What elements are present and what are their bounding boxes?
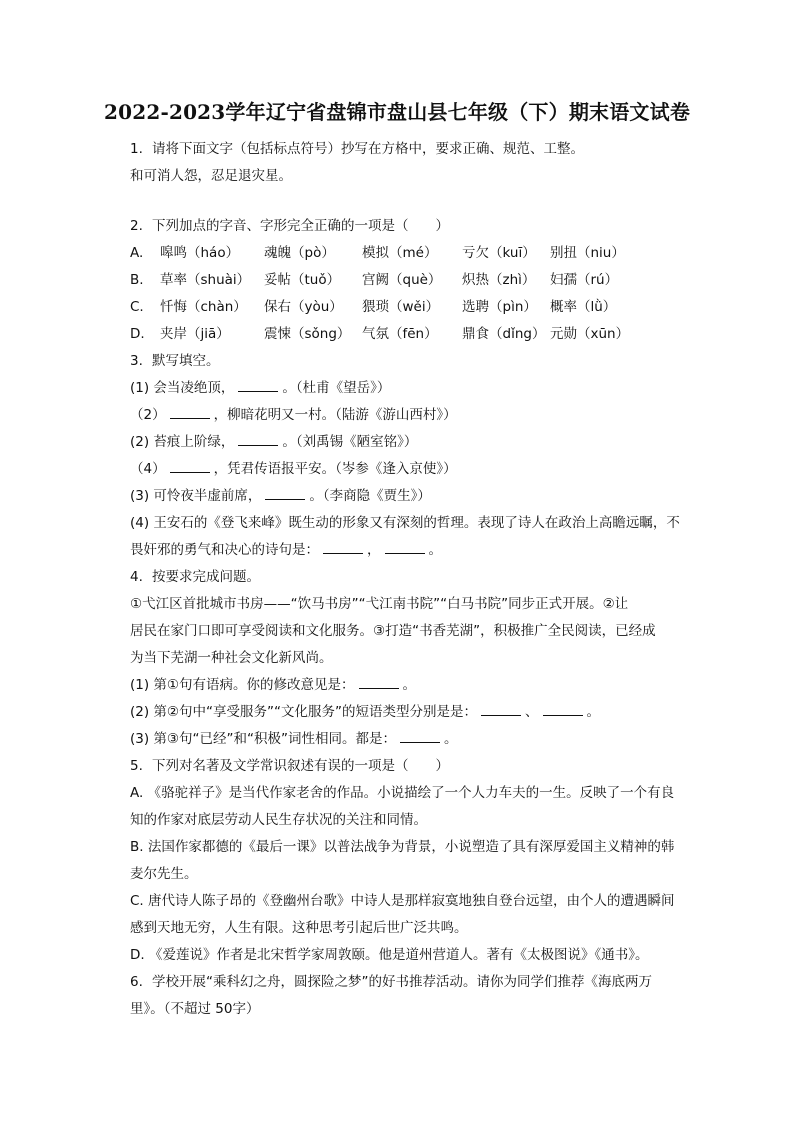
fill-item-long-cont <box>130 537 696 564</box>
fill-item <box>130 375 696 402</box>
option-label: B. <box>130 272 144 288</box>
option-item: 元勋（xūn） <box>550 326 630 342</box>
option-item: 别扭（niu） <box>550 245 625 261</box>
answer-blank[interactable] <box>400 728 440 743</box>
answer-blank[interactable] <box>265 485 305 500</box>
question-text: 按要求完成问题。 <box>152 569 260 585</box>
question-number: 3. <box>130 353 143 369</box>
option-b <box>130 267 696 294</box>
answer-blank[interactable] <box>323 539 363 554</box>
fill-prefix: (2) 苔痕上阶绿， <box>130 434 235 450</box>
fill-prefix: (1) 会当凌绝顶， <box>130 380 235 396</box>
page-title: 2022-2023学年辽宁省盘锦市盘山县七年级（下）期末语文试卷 <box>103 100 691 124</box>
option-a <box>130 240 696 267</box>
fill-prefix: (2) 第②句中“享受服务”“文化服务”的短语类型分别是是： <box>130 704 477 720</box>
answer-blank[interactable] <box>481 701 521 716</box>
fill-prefix: 畏奸邪的勇气和决心的诗句是： <box>130 542 319 558</box>
choice-line: A. 《骆驼祥子》是当代作家老舍的作品。小说描绘了一个人力车夫的一生。反映了一个有良 <box>130 785 675 801</box>
fill-item <box>130 483 696 510</box>
question-3 <box>130 348 696 375</box>
fill-prefix: (1) 第①句有语病。你的修改意见是： <box>130 677 355 693</box>
option-item: 忏悔（chàn） <box>160 299 247 315</box>
option-c <box>130 294 696 321</box>
question-text: 下列对名著及文学常识叙述有误的一项是（ ） <box>152 758 449 774</box>
question-1 <box>130 136 696 163</box>
choice-line: D. 《爱莲说》作者是北宋哲学家周敦颐。他是道州营道人。著有《太极图说》《通书》。 <box>130 947 649 963</box>
question-number: 6. <box>130 974 143 990</box>
option-d <box>130 321 696 348</box>
fill-prefix: (3) 第③句“已经”和“积极”词性相同。都是： <box>130 731 396 747</box>
fill-separator: ， <box>367 542 381 558</box>
choice-line: 麦尔先生。 <box>130 866 198 882</box>
answer-space <box>130 190 696 213</box>
fill-prefix: （4） <box>130 461 166 477</box>
option-label: C. <box>130 299 144 315</box>
question-6 <box>130 969 696 996</box>
option-item: 妇孺（rú） <box>550 272 619 288</box>
question-5 <box>130 753 696 780</box>
question-number: 2. <box>130 218 143 234</box>
question-2 <box>130 213 696 240</box>
fill-suffix: ，凭君传语报平安。（岑参《逢入京使》） <box>213 461 457 477</box>
copy-passage: 和可消人怨，忍足退灾星。 <box>130 168 292 184</box>
option-item: 猥琐（wěi） <box>362 299 440 315</box>
fill-suffix: 。 <box>428 542 442 558</box>
answer-blank[interactable] <box>170 458 210 473</box>
option-item: 炽热（zhì） <box>462 272 536 288</box>
option-item: 宫阙（què） <box>362 272 442 288</box>
option-item: 鼎食（dǐng） <box>462 326 546 342</box>
question-text: 学校开展“乘科幻之舟，圆探险之梦”的好书推荐活动。请你为同学们推荐《海底两万 <box>152 974 652 990</box>
passage-line: 为当下芜湖一种社会文化新风尚。 <box>130 650 333 666</box>
option-label: D. <box>130 326 145 342</box>
fill-suffix: 。 <box>444 731 458 747</box>
question-text: 下列加点的字音、字形完全正确的一项是（ ） <box>152 218 449 234</box>
option-item: 魂魄（pò） <box>264 245 335 261</box>
question-4 <box>130 564 696 591</box>
fill-prefix: (3) 可怜夜半虚前席， <box>130 488 262 504</box>
fill-suffix: 。 <box>586 704 600 720</box>
fill-suffix: 。（李商隐《贾生》） <box>309 488 431 504</box>
option-label: A. <box>130 245 144 261</box>
answer-blank[interactable] <box>238 431 278 446</box>
question-text: 请将下面文字（包括标点符号）抄写在方格中，要求正确、规范、工整。 <box>152 141 584 157</box>
sub-question-2 <box>130 699 696 726</box>
fill-suffix: 。（刘禹锡《陋室铭》） <box>282 434 418 450</box>
fill-suffix: 。 <box>402 677 417 693</box>
choice-line: 感到天地无穷，人生有限。这种思考引起后世广泛共鸣。 <box>130 920 468 936</box>
fill-item <box>130 429 696 456</box>
question-text: 默写填空。 <box>152 353 220 369</box>
choice-line: C. 唐代诗人陈子昂的《登幽州台歌》中诗人是那样寂寞地独自登台远望，由个人的遭遇瞬间 <box>130 893 675 909</box>
fill-suffix: 。（杜甫《望岳》） <box>282 380 391 396</box>
sub-question-3 <box>130 726 696 753</box>
choice-line: 知的作家对底层劳动人民生存状况的关注和同情。 <box>130 812 427 828</box>
answer-blank[interactable] <box>359 674 399 689</box>
sub-question-1 <box>130 672 696 699</box>
question-text-cont: 里》。（不超过 50字） <box>130 1001 260 1017</box>
fill-separator: 、 <box>525 704 539 720</box>
question-number: 5. <box>130 758 143 774</box>
exam-content <box>130 136 696 1023</box>
fill-suffix: ，柳暗花明又一村。（陆游《游山西村》） <box>213 407 457 423</box>
question-number: 4. <box>130 569 143 585</box>
option-item: 气氛（fēn） <box>362 326 438 342</box>
passage-line: 居民在家门口即可享受阅读和文化服务。③打造“书香芜湖”，积极推广全民阅读，已经成 <box>130 623 656 639</box>
fill-item-long: (4) 王安石的《登飞来峰》既生动的形象又有深刻的哲理。表现了诗人在政治上高瞻远瞩，不 <box>130 515 680 531</box>
option-item: 保右（yòu） <box>264 299 343 315</box>
option-item: 草率（shuài） <box>160 272 251 288</box>
option-item: 概率（lǜ） <box>550 299 617 315</box>
answer-blank[interactable] <box>543 701 583 716</box>
option-item: 嗥鸣（háo） <box>160 245 240 261</box>
option-item: 亏欠（kuī） <box>462 245 536 261</box>
choice-line: B. 法国作家都德的《最后一课》以普法战争为背景，小说塑造了具有深厚爱国主义精神的韩 <box>130 839 675 855</box>
fill-item <box>130 402 696 429</box>
fill-item <box>130 456 696 483</box>
option-item: 妥帖（tuǒ） <box>264 272 341 288</box>
question-number: 1. <box>130 141 143 157</box>
option-item: 夹岸（jiā） <box>160 326 230 342</box>
passage-line: ①弋江区首批城市书房——“饮马书房”“弋江南书院”“白马书院”同步正式开展。②让 <box>130 596 629 612</box>
answer-blank[interactable] <box>170 404 210 419</box>
fill-prefix: （2） <box>130 407 166 423</box>
answer-blank[interactable] <box>238 377 278 392</box>
answer-blank[interactable] <box>385 539 425 554</box>
option-item: 模拟（mé） <box>362 245 438 261</box>
option-item: 震悚（sǒng） <box>264 326 351 342</box>
option-item: 选聘（pìn） <box>462 299 537 315</box>
